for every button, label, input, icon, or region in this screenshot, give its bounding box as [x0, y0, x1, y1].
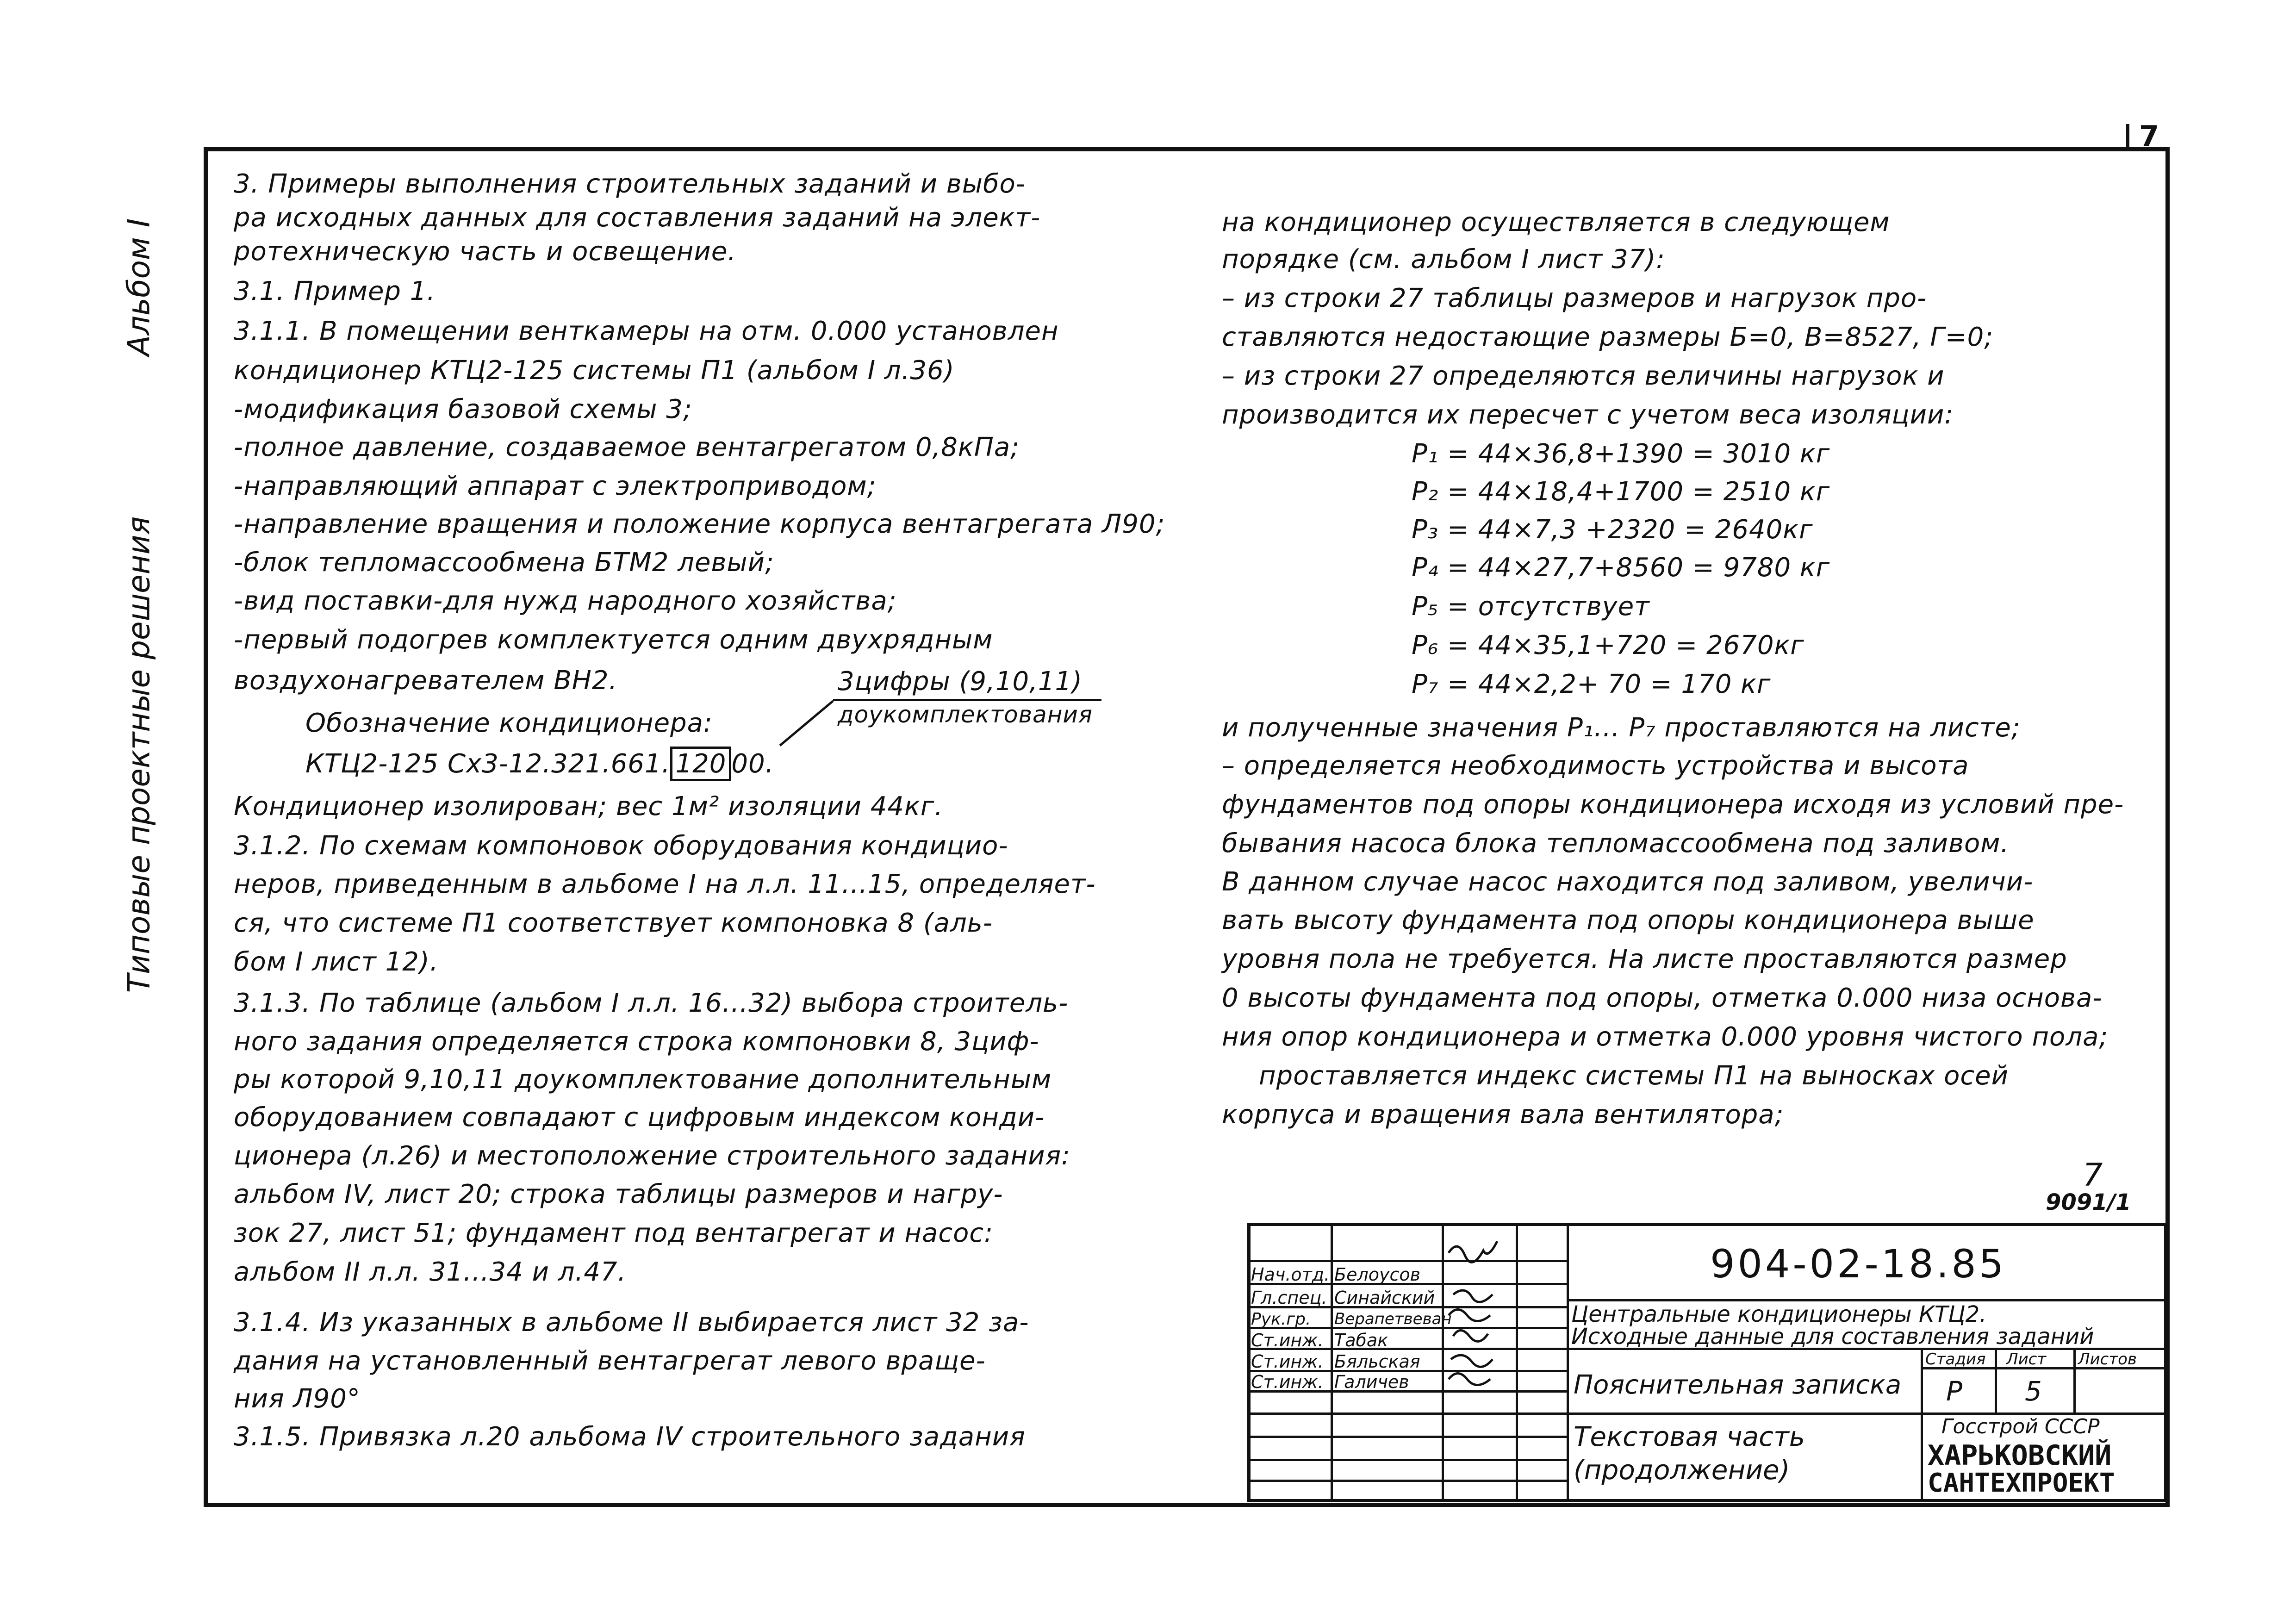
grid-line [1247, 1412, 1567, 1415]
load-p1: P₁ = 44×36,8+1390 = 3010 кг [1412, 439, 1830, 469]
text-line: альбом II л.л. 31...34 и л.47. [234, 1257, 627, 1287]
text-line: ния опор кондиционера и отметка 0.000 уровня чистого пола; [1222, 1022, 2109, 1052]
sig-role-5: Ст.инж. [1251, 1372, 1324, 1392]
designation-code-boxed: 120 [670, 747, 731, 781]
doc-code: 904-02-18.85 [1710, 1241, 2007, 1287]
text-line: ра исходных данных для составления заданий на элект- [234, 203, 1041, 233]
grid-line [1995, 1348, 1997, 1412]
load-p7: P₇ = 44×2,2+ 70 = 170 кг [1412, 669, 1771, 699]
text-line: ротехническую часть и освещение. [234, 236, 737, 267]
sig-name-0: Белоусов [1334, 1264, 1421, 1285]
grid-line [1247, 1436, 1567, 1438]
designation-note-bottom: доукомплектования [838, 701, 1093, 728]
text-line: 3.1.4. Из указанных в альбоме II выбирается лист 32 за- [234, 1307, 1029, 1338]
grid-line [1247, 1480, 1567, 1482]
part-name-2: (продолжение) [1574, 1454, 1790, 1486]
sig-role-2: Рук.гр. [1251, 1310, 1311, 1329]
text-line: -направляющий аппарат с электроприводом; [234, 471, 877, 501]
text-line: ционера (л.26) и местоположение строительного задания: [234, 1141, 1071, 1171]
text-line: и полученные значения P₁... P₇ проставляются на листе; [1222, 713, 2021, 743]
text-line: В данном случае насос находится под заливом, увеличи- [1222, 867, 2034, 897]
col-sheets: Листов [2078, 1350, 2137, 1369]
designation-note-top: 3цифры (9,10,11) [838, 666, 1083, 697]
text-line: -полное давление, создаваемое вентагрегатом 0,8кПа; [234, 432, 1020, 462]
text-line: 3.1.2. По схемам компоновок оборудования кондицио- [234, 831, 1008, 861]
sig-role-0: Нач.отд. [1251, 1264, 1330, 1285]
text-line: -направление вращения и положение корпуса вентагрегата Л90; [234, 509, 1165, 539]
sig-name-2: Верапетвеван [1334, 1310, 1452, 1328]
designation-code [305, 749, 774, 779]
sig-role-3: Ст.инж. [1251, 1330, 1324, 1350]
text-line: -модификация базовой схемы 3; [234, 394, 692, 424]
text-line: оборудованием совпадают с цифровым индексом конди- [234, 1102, 1045, 1132]
title-line-2: Исходные данные для составления заданий [1571, 1324, 2094, 1350]
text-line: кондиционер КТЦ2-125 системы П1 (альбом I л.36) [234, 355, 955, 386]
page-note-inventory: 9091/1 [2046, 1189, 2131, 1215]
load-p6: P₆ = 44×35,1+720 = 2670кг [1412, 630, 1804, 660]
text-line: 3.1.1. В помещении венткамеры на отм. 0.000 установлен [234, 316, 1059, 346]
text-line: на кондиционер осуществляется в следующем [1222, 207, 1890, 237]
sig-name-3: Табак [1334, 1330, 1388, 1350]
load-p2: P₂ = 44×18,4+1700 = 2510 кг [1412, 477, 1830, 507]
side-label-series-text: Типовые проектные решения [121, 516, 157, 993]
text-line: ры которой 9,10,11 доукомплектование дополнительным [234, 1064, 1052, 1095]
text-line: производится их пересчет с учетом веса изоляции: [1222, 400, 1954, 430]
text-line: фундаментов под опоры кондиционера исходя из условий пре- [1222, 790, 2124, 820]
text-line: -первый подогрев комплектуется одним двухрядным [234, 625, 993, 655]
sig-name-5: Галичев [1334, 1372, 1409, 1392]
org-line-1: Госстрой СССР [1941, 1415, 2100, 1438]
text-line: – из строки 27 таблицы размеров и нагрузок про- [1222, 283, 1927, 313]
text-line: – определяется необходимость устройства и высота [1222, 751, 1969, 781]
title-line-1: Центральные кондиционеры КТЦ2. [1571, 1301, 1987, 1327]
text-line: вать высоту фундамента под опоры кондиционера выше [1222, 905, 2035, 935]
text-line: ния Л90° [234, 1384, 361, 1414]
load-p3: P₃ = 44×7,3 +2320 = 2640кг [1412, 515, 1813, 545]
page-note-number: 7 [2083, 1157, 2103, 1194]
side-label-series [111, 516, 167, 993]
side-label-album [111, 218, 167, 356]
sig-role-4: Ст.инж. [1251, 1351, 1324, 1372]
designation-code-main: КТЦ2-125 Сх3-12.321.661. [305, 749, 671, 779]
text-line: проставляется индекс системы П1 на выносках осей [1259, 1061, 2009, 1091]
sheet-number-tab: 7 [2126, 124, 2169, 151]
text-line: 3.1.3. По таблице (альбом I л.л. 16...32) выбора строитель- [234, 988, 1069, 1018]
text-line: воздухонагревателем ВН2. [234, 666, 618, 696]
text-line: альбом IV, лист 20; строка таблицы размеров и нагру- [234, 1179, 1003, 1209]
signature-scribbles [1444, 1232, 1513, 1394]
grid-line [2073, 1348, 2076, 1412]
load-p5: P₅ = отсутствует [1412, 591, 1650, 622]
sheet-name: Пояснительная записка [1574, 1370, 1902, 1400]
text-line: -вид поставки-для нужд народного хозяйства; [234, 586, 897, 616]
sheet-value: 5 [2025, 1375, 2042, 1407]
title-block [1247, 1223, 2167, 1502]
grid-line [1567, 1223, 1569, 1502]
text-line: 0 высоты фундамента под опоры, отметка 0.000 низа основа- [1222, 983, 2103, 1013]
text-line: Кондиционер изолирован; вес 1м² изоляции 44кг. [234, 791, 944, 821]
grid-line [1247, 1260, 1567, 1262]
sig-role-1: Гл.спец. [1251, 1288, 1327, 1308]
text-line: 3.1.5. Привязка л.20 альбома IV строительного задания [234, 1422, 1026, 1452]
sig-name-1: Синайский [1334, 1288, 1435, 1308]
text-line: порядке (см. альбом I лист 37): [1222, 244, 1666, 274]
text-line: уровня пола не требуется. На листе проставляются размер [1222, 944, 2067, 974]
text-line: 3. Примеры выполнения строительных заданий и выбо- [234, 169, 1026, 199]
designation-code-tail: 00. [731, 749, 774, 779]
text-line: корпуса и вращения вала вентилятора; [1222, 1100, 1784, 1130]
text-line: бом I лист 12). [234, 947, 439, 977]
part-name-1: Текстовая часть [1574, 1421, 1805, 1452]
designation-label: Обозначение кондиционера: [305, 708, 713, 738]
text-line: -блок тепломассообмена БТМ2 левый; [234, 548, 774, 578]
text-line: ного задания определяется строка компоновки 8, 3циф- [234, 1027, 1039, 1057]
grid-line [1247, 1459, 1567, 1461]
text-line: ся, что системе П1 соответствует компоновка 8 (аль- [234, 908, 993, 938]
load-p4: P₄ = 44×27,7+8560 = 9780 кг [1412, 553, 1830, 583]
text-line: зок 27, лист 51; фундамент под вентагрегат и насос: [234, 1218, 994, 1248]
col-stage: Стадия [1925, 1350, 1986, 1369]
text-line: 3.1. Пример 1. [234, 276, 436, 306]
text-line: неров, приведенным в альбоме I на л.л. 11...15, определяет- [234, 869, 1096, 899]
text-line: ставляются недостающие размеры Б=0, В=8527, Г=0; [1222, 322, 1994, 352]
org-line-3: САНТЕХПРОЕКТ [1928, 1468, 2115, 1498]
grid-line [1921, 1348, 1923, 1502]
sig-name-4: Бяльская [1334, 1351, 1420, 1372]
text-line: бывания насоса блока тепломассообмена под заливом. [1222, 828, 2010, 859]
col-sheet: Лист [2006, 1350, 2047, 1369]
text-line: – из строки 27 определяются величины нагрузок и [1222, 361, 1945, 391]
org-line-2: ХАРЬКОВСКИЙ [1928, 1439, 2112, 1472]
stage-value: Р [1946, 1375, 1962, 1407]
side-label-album-text: Альбом I [121, 218, 157, 356]
text-line: дания на установленный вентагрегат левого враще- [234, 1346, 986, 1376]
